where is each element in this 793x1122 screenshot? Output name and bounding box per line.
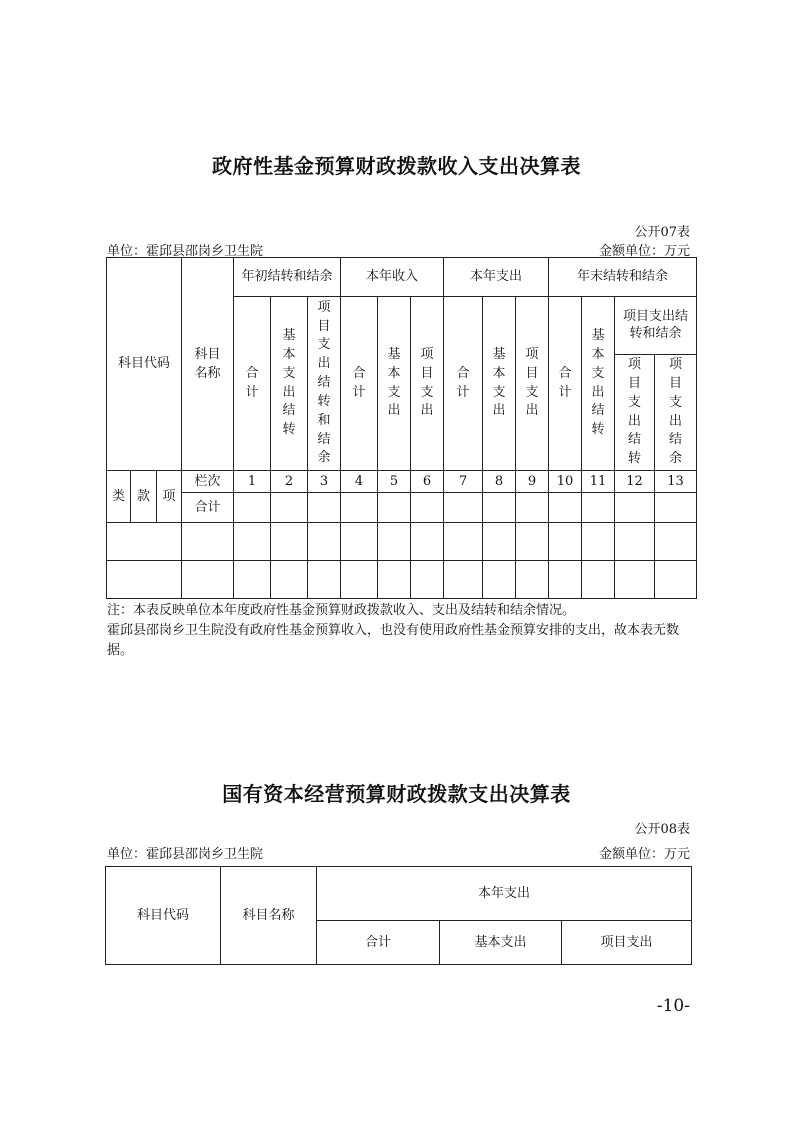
column-label: 栏次 (182, 471, 234, 493)
col-number: 10 (549, 471, 582, 493)
header-begin-project-carry: 项目支出结转和结余 (308, 297, 341, 471)
header-begin-total: 合计 (234, 297, 271, 471)
header-income-total: 合计 (341, 297, 378, 471)
col-number: 13 (655, 471, 697, 493)
col-number: 12 (615, 471, 655, 493)
header-income-project: 项目支出 (411, 297, 444, 471)
table2-code: 公开08表 (634, 822, 690, 837)
sum-label: 合计 (182, 493, 234, 523)
header-end-project-carry: 项目支出结转 (615, 355, 655, 471)
header-kuan: 款 (131, 471, 157, 523)
header-end-project-balance: 项目支出结余 (655, 355, 697, 471)
note-line: 注：本表反映单位本年度政府性基金预算财政拨款收入、支出及结转和结余情况。 (107, 603, 576, 618)
col-number: 1 (234, 471, 271, 493)
header-subject-code: 科目代码 (107, 258, 182, 471)
t2-header-project: 项目支出 (562, 921, 692, 965)
table1-notes (107, 601, 687, 661)
header-end-basic-carry: 基本支出结转 (582, 297, 615, 471)
note-line: 霍邱县邵岗乡卫生院没有政府性基金预算收入，也没有使用政府性基金预算安排的支出，故本表无数据。 (107, 623, 680, 659)
t2-header-expense: 本年支出 (317, 867, 692, 921)
header-income: 本年收入 (341, 258, 444, 297)
header-expense-total: 合计 (444, 297, 483, 471)
col-number: 11 (582, 471, 615, 493)
table-row-sum (107, 493, 697, 523)
col-number: 5 (378, 471, 411, 493)
t2-header-subject-code: 科目代码 (106, 867, 221, 965)
header-begin-balance: 年初结转和结余 (234, 258, 341, 297)
table2-amount-unit: 金额单位：万元 (598, 847, 690, 862)
table1-amount-unit: 金额单位：万元 (598, 244, 690, 259)
table-row (107, 561, 697, 599)
col-number: 3 (308, 471, 341, 493)
table2-title: 国有资本经营预算财政拨款支出决算表 (222, 782, 571, 806)
header-subject-name: 科目名称 (182, 258, 234, 471)
col-number: 2 (271, 471, 308, 493)
table-row (107, 523, 697, 561)
header-begin-basic-carry: 基本支出结转 (271, 297, 308, 471)
col-number: 4 (341, 471, 378, 493)
header-end-total: 合计 (549, 297, 582, 471)
page-number: -10- (656, 996, 690, 1016)
header-end-balance: 年末结转和结余 (549, 258, 697, 297)
table1-unit: 单位：霍邱县邵岗乡卫生院 (107, 244, 264, 259)
col-number: 9 (516, 471, 549, 493)
t2-header-total: 合计 (317, 921, 440, 965)
t2-header-subject-name: 科目名称 (221, 867, 317, 965)
table2 (105, 866, 692, 965)
table1 (106, 257, 697, 599)
t2-header-basic: 基本支出 (440, 921, 562, 965)
table1-code: 公开07表 (634, 225, 690, 240)
col-number: 7 (444, 471, 483, 493)
col-number: 6 (411, 471, 444, 493)
header-expense-project: 项目支出 (516, 297, 549, 471)
table1-title: 政府性基金预算财政拨款收入支出决算表 (212, 154, 581, 178)
col-number: 8 (483, 471, 516, 493)
header-end-project-group: 项目支出结转和结余 (615, 297, 697, 355)
header-lei: 类 (107, 471, 131, 523)
header-expense: 本年支出 (444, 258, 549, 297)
header-income-basic: 基本支出 (378, 297, 411, 471)
table2-unit: 单位：霍邱县邵岗乡卫生院 (107, 847, 264, 862)
header-xiang: 项 (157, 471, 182, 523)
header-expense-basic: 基本支出 (483, 297, 516, 471)
